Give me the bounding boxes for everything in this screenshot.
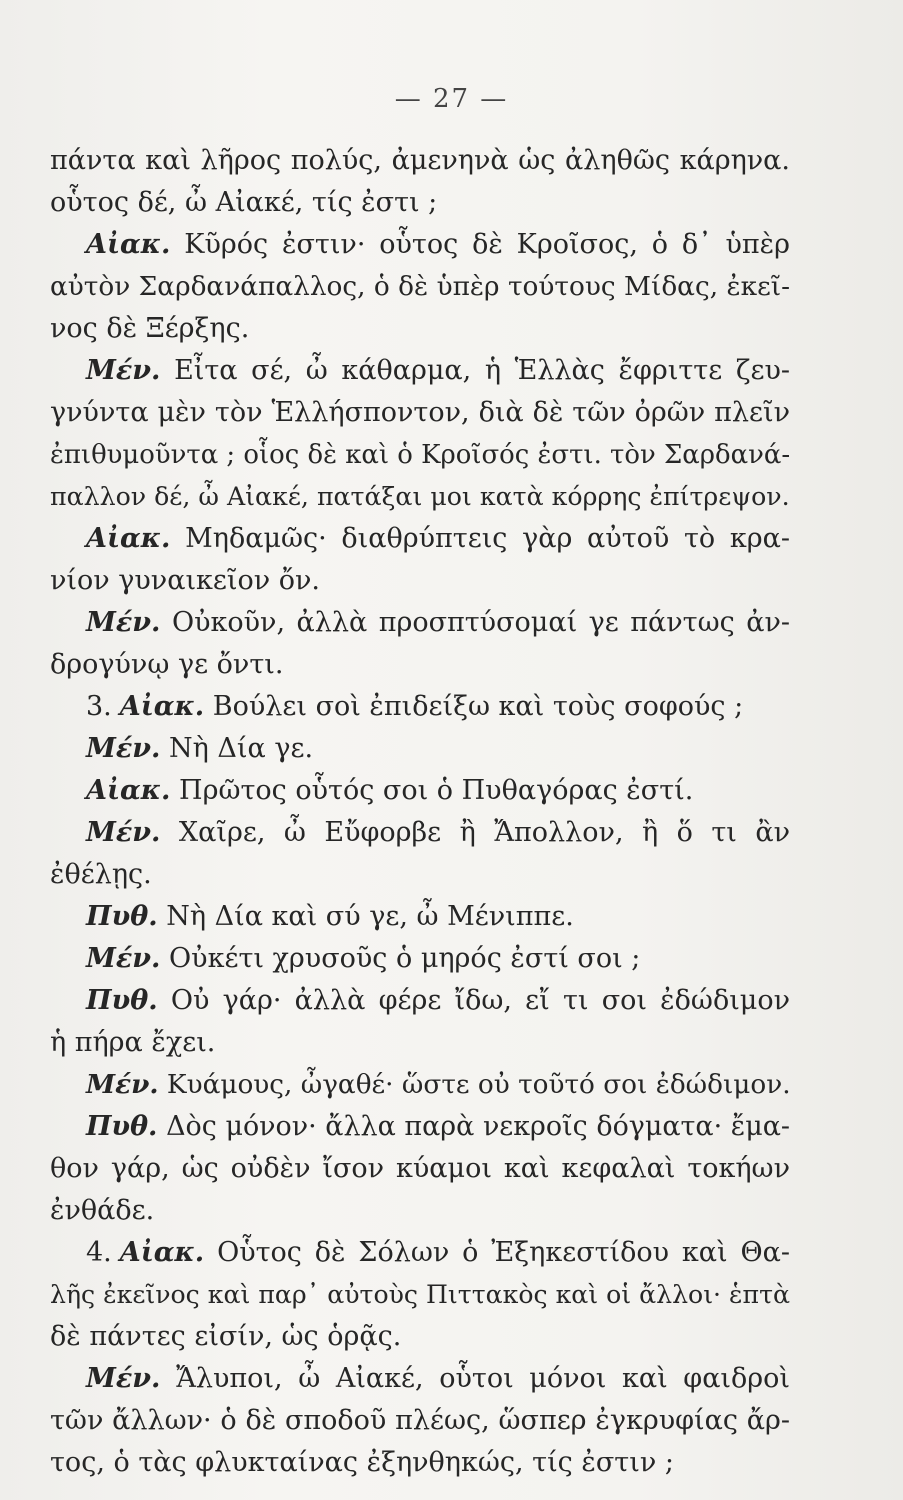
line-text: λῆς ἐκεῖνος καὶ παρ᾽ αὐτοὺς Πιττακὸς καὶ οἱ ἄλλοι· ἑπτὰ xyxy=(50,1280,790,1309)
speaker-name: Μέν. xyxy=(86,943,161,974)
text-line xyxy=(50,1106,790,1148)
line-text: Οὐκοῦν, ἀλλὰ προσπτύσομαί γε πάντως ἀν- xyxy=(171,607,790,638)
line-text: Μηδαμῶς· διαθρύπτεις γὰρ αὐτοῦ τὸ κρα- xyxy=(185,523,790,554)
line-text: ἡ πήρα ἔχει. xyxy=(50,1027,216,1058)
text-line xyxy=(50,770,790,812)
line-text: Πρῶτος οὗτός σοι ὁ Πυθαγόρας ἐστί. xyxy=(179,775,694,806)
line-text: Κῦρός ἐστιν· οὗτος δὲ Κροῖσος, ὁ δ᾽ ὑπὲρ xyxy=(184,229,790,260)
section-number: 3. xyxy=(86,691,112,722)
line-text: Βούλει σοὶ ἐπιδείξω καὶ τοὺς σοφούς ; xyxy=(212,691,744,722)
line-text: πάντα καὶ λῆρος πολύς, ἀμενηνὰ ὡς ἀληθῶς κάρηνα. xyxy=(50,145,790,176)
dialogue-text xyxy=(50,140,790,1484)
speaker-name: Πυθ. xyxy=(86,1111,158,1142)
speaker-name: Μέν. xyxy=(86,607,161,638)
text-line xyxy=(50,854,790,896)
line-text: νος δὲ Ξέρξης. xyxy=(50,313,250,344)
text-line xyxy=(50,1190,790,1232)
text-line xyxy=(50,896,790,938)
speaker-name: Αἰακ. xyxy=(119,691,205,722)
speaker-name: Μέν. xyxy=(86,1363,161,1394)
text-line xyxy=(50,140,790,182)
line-text: Κυάμους, ὦγαθέ· ὥστε οὐ τοῦτό σοι ἐδώδιμον. xyxy=(166,1070,791,1100)
line-text: ἐθέλῃς. xyxy=(50,859,152,890)
line-text: γνύντα μὲν τὸν Ἑλλήσποντον, διὰ δὲ τῶν ὀρῶν πλεῖν xyxy=(50,397,790,428)
text-line xyxy=(50,1274,790,1316)
line-text: παλλον δέ, ὦ Αἰακέ, πατάξαι μοι κατὰ κόρρης ἐπίτρεψον. xyxy=(50,482,790,511)
speaker-name: Πυθ. xyxy=(86,901,158,932)
line-text: θον γάρ, ὡς οὐδὲν ἴσον κύαμοι καὶ κεφαλαὶ τοκήων xyxy=(50,1153,790,1184)
text-line xyxy=(50,1232,790,1274)
line-text: Οὐκέτι χρυσοῦς ὁ μηρός ἐστί σοι ; xyxy=(169,943,641,974)
text-line xyxy=(50,350,790,392)
text-line xyxy=(50,266,790,308)
line-text: νίον γυναικεῖον ὄν. xyxy=(50,565,320,596)
line-text: δρογύνῳ γε ὄντι. xyxy=(50,649,284,680)
text-line xyxy=(50,1442,790,1484)
text-line xyxy=(50,686,790,728)
line-text: Οὐ γάρ· ἀλλὰ φέρε ἴδω, εἴ τι σοι ἐδώδιμον xyxy=(170,985,790,1016)
section-number: 4. xyxy=(86,1237,112,1268)
text-line xyxy=(50,182,790,224)
speaker-name: Αἰακ. xyxy=(86,229,171,260)
speaker-name: Μέν. xyxy=(86,355,161,386)
line-text: Ἄλυποι, ὦ Αἰακέ, οὗτοι μόνοι καὶ φαιδροὶ xyxy=(176,1363,790,1394)
line-text: Εἶτα σέ, ὦ κάθαρμα, ἡ Ἑλλὰς ἔφριττε ζευ- xyxy=(174,355,790,386)
line-text: τῶν ἄλλων· ὁ δὲ σποδοῦ πλέως, ὥσπερ ἐγκρυφίας ἄρ- xyxy=(50,1405,790,1436)
line-text: Δὸς μόνον· ἄλλα παρὰ νεκροῖς δόγματα· ἔμα- xyxy=(166,1111,790,1142)
text-line xyxy=(50,812,790,854)
text-line xyxy=(50,1400,790,1442)
text-line xyxy=(50,308,790,350)
text-line xyxy=(50,434,790,476)
text-line xyxy=(50,224,790,266)
text-line xyxy=(50,728,790,770)
line-text: οὗτος δέ, ὦ Αἰακέ, τίς ἐστι ; xyxy=(50,187,438,218)
text-line xyxy=(50,1148,790,1190)
speaker-name: Αἰακ. xyxy=(86,775,171,806)
speaker-name: Πυθ. xyxy=(86,985,158,1016)
line-text: ἐπιθυμοῦντα ; οἷος δὲ καὶ ὁ Κροῖσός ἐστι. τὸν Σαρδανά- xyxy=(50,440,791,470)
line-text: τος, ὁ τὰς φλυκταίνας ἐξηνθηκώς, τίς ἐστιν ; xyxy=(50,1447,674,1478)
line-text: Οὗτος δὲ Σόλων ὁ Ἐξηκεστίδου καὶ Θα- xyxy=(217,1237,790,1268)
line-text: αὐτὸν Σαρδανάπαλλος, ὁ δὲ ὑπὲρ τούτους Μίδας, ἐκεῖ- xyxy=(50,272,790,302)
text-line xyxy=(50,1022,790,1064)
text-line xyxy=(50,1358,790,1400)
text-line xyxy=(50,1316,790,1358)
line-text: ἐνθάδε. xyxy=(50,1195,155,1226)
speaker-name: Μέν. xyxy=(86,817,161,848)
text-line xyxy=(50,518,790,560)
text-line xyxy=(50,938,790,980)
speaker-name: Μέν. xyxy=(86,733,161,764)
line-text: δὲ πάντες εἰσίν, ὡς ὁρᾷς. xyxy=(50,1321,402,1352)
text-line xyxy=(50,476,790,518)
text-line xyxy=(50,644,790,686)
speaker-name: Αἰακ. xyxy=(119,1237,205,1268)
speaker-name: Μέν. xyxy=(86,1069,159,1100)
line-text: Χαῖρε, ὦ Εὔφορβε ἢ Ἄπολλον, ἢ ὅ τι ἂν xyxy=(178,817,791,848)
text-line xyxy=(50,1064,790,1106)
page-number: — 27 — xyxy=(394,84,509,114)
text-line xyxy=(50,392,790,434)
speaker-name: Αἰακ. xyxy=(86,523,171,554)
text-line xyxy=(50,980,790,1022)
line-text: Νὴ Δία γε. xyxy=(169,733,314,764)
text-line xyxy=(50,560,790,602)
line-text: Νὴ Δία καὶ σύ γε, ὦ Μένιππε. xyxy=(166,901,574,932)
text-line xyxy=(50,602,790,644)
